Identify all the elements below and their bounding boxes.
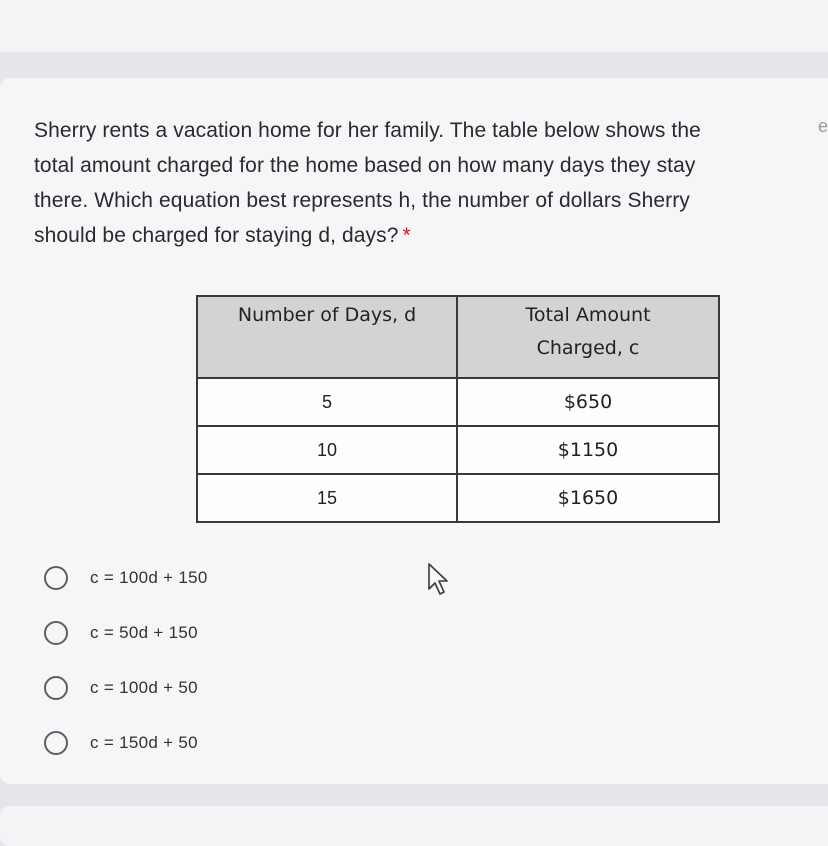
header-days: Number of Days, d	[197, 296, 457, 378]
header-amount-line2: Charged, c	[536, 337, 640, 359]
question-line-text: should be charged for staying d, days?	[34, 224, 399, 247]
answer-option[interactable]	[40, 550, 208, 605]
question-text	[34, 113, 794, 253]
radio-unchecked-icon[interactable]	[44, 566, 68, 590]
answer-option[interactable]	[40, 605, 208, 660]
cut-off-text: e	[818, 116, 828, 136]
table-row	[197, 474, 719, 522]
header-amount	[457, 296, 719, 378]
amount-cell: $1150	[457, 426, 719, 474]
question-line: total amount charged for the home based on how many days they stay	[34, 154, 696, 177]
option-label[interactable]: c = 100d + 150	[90, 567, 208, 587]
days-cell: 15	[197, 474, 457, 522]
answer-options	[40, 550, 208, 770]
mouse-pointer-icon	[427, 562, 453, 596]
radio-unchecked-icon[interactable]	[44, 731, 68, 755]
table-row	[197, 426, 719, 474]
required-asterisk: *	[402, 224, 411, 247]
radio-unchecked-icon[interactable]	[44, 676, 68, 700]
option-label[interactable]: c = 100d + 50	[90, 677, 198, 697]
radio-unchecked-icon[interactable]	[44, 621, 68, 645]
header-amount-line1: Total Amount	[525, 304, 651, 326]
option-label[interactable]: c = 50d + 150	[90, 622, 198, 642]
question-line: Sherry rents a vacation home for her family. The table below shows the	[34, 119, 701, 142]
amount-cell: $650	[457, 378, 719, 426]
days-cell: 10	[197, 426, 457, 474]
question-line	[34, 218, 794, 253]
table-header-row	[197, 296, 719, 378]
amount-cell: $1650	[457, 474, 719, 522]
option-label[interactable]: c = 150d + 50	[90, 732, 198, 752]
answer-option[interactable]	[40, 715, 208, 770]
days-charge-table	[196, 295, 720, 523]
question-line: there. Which equation best represents h, the number of dollars Sherry	[34, 189, 690, 212]
previous-question-card	[0, 0, 828, 52]
answer-option[interactable]	[40, 660, 208, 715]
days-cell: 5	[197, 378, 457, 426]
table-row	[197, 378, 719, 426]
next-question-card	[0, 806, 828, 846]
